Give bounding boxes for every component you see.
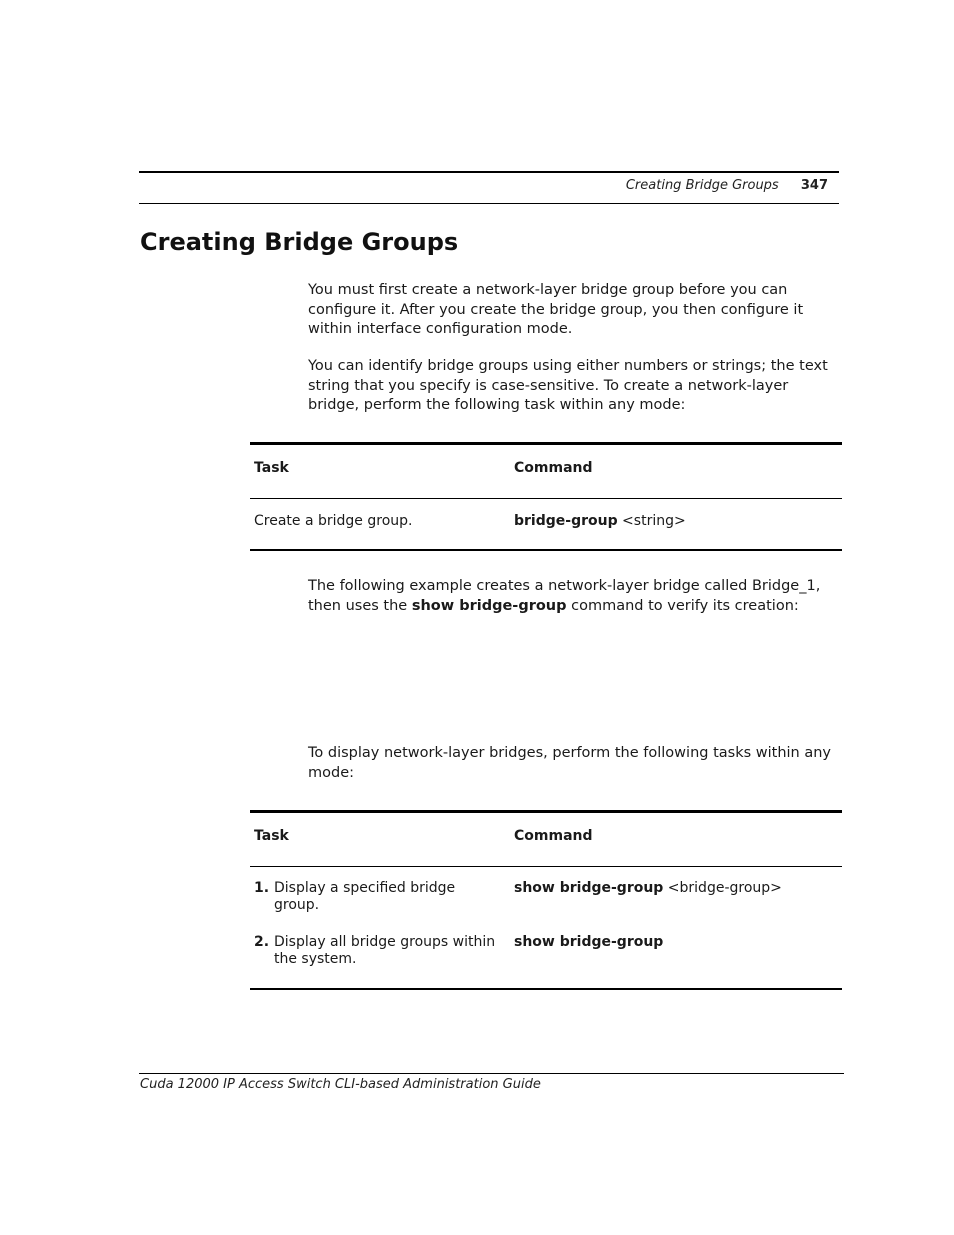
command-keyword: bridge-group xyxy=(514,513,618,529)
table1-top-rule xyxy=(250,442,842,445)
footer-rule xyxy=(139,1073,844,1074)
table2-row-1-task: Display a specified bridge group. xyxy=(274,880,456,913)
header-rule-top xyxy=(139,171,839,173)
example-paragraph xyxy=(308,577,840,616)
running-head xyxy=(626,178,828,193)
display-paragraph: To display network-layer bridges, perform the following tasks within any mode: xyxy=(308,745,832,781)
table1-header-task: Task xyxy=(254,460,289,476)
header-rule-bottom xyxy=(139,203,839,204)
table2-header-task: Task xyxy=(254,828,289,844)
intro-paragraph: You must first create a network-layer bridge group before you can configure it. After you create the bridge group, you then configure it within interface configuration mode. xyxy=(308,282,804,337)
footer-text: Cuda 12000 IP Access Switch CLI-based Administration Guide xyxy=(140,1077,541,1092)
table2-header-command: Command xyxy=(514,828,593,844)
table1-bottom-rule xyxy=(250,549,842,551)
table1-row-command xyxy=(514,513,686,530)
command-argument: <string> xyxy=(617,513,686,529)
table1-header-rule xyxy=(250,498,842,499)
table1-header-command: Command xyxy=(514,460,593,476)
command-argument: <bridge-group> xyxy=(663,880,782,896)
step-number: 2. xyxy=(254,934,270,950)
table2-row-2-command xyxy=(514,934,663,951)
table2-row-2-task: Display all bridge groups within the system. xyxy=(274,934,496,967)
table2-row-1-number xyxy=(254,880,273,897)
table2-row-2-number xyxy=(254,934,273,951)
page-title: Creating Bridge Groups xyxy=(140,228,459,256)
step-number: 1. xyxy=(254,880,270,896)
running-head-section: Creating Bridge Groups xyxy=(625,178,779,193)
command-keyword: show bridge-group xyxy=(514,880,664,896)
table2-bottom-rule xyxy=(250,988,842,990)
table2-top-rule xyxy=(250,810,842,813)
table2-row-1-command xyxy=(514,880,782,897)
identify-paragraph: You can identify bridge groups using either numbers or strings; the text string that you specify is case-sensitive. To create a network-layer bridge, perform the following task within any mode: xyxy=(308,358,828,413)
example-text-end: command to verify its creation: xyxy=(566,597,799,614)
command-keyword: show bridge-group xyxy=(514,934,664,950)
example-text-start: The following example creates a network-layer bridge called Bridge_1, then uses the xyxy=(308,578,821,614)
example-command: show bridge-group xyxy=(411,597,567,614)
page-number: 347 xyxy=(800,178,828,193)
table2-header-rule xyxy=(250,866,842,867)
table1-row-task: Create a bridge group. xyxy=(254,513,413,529)
